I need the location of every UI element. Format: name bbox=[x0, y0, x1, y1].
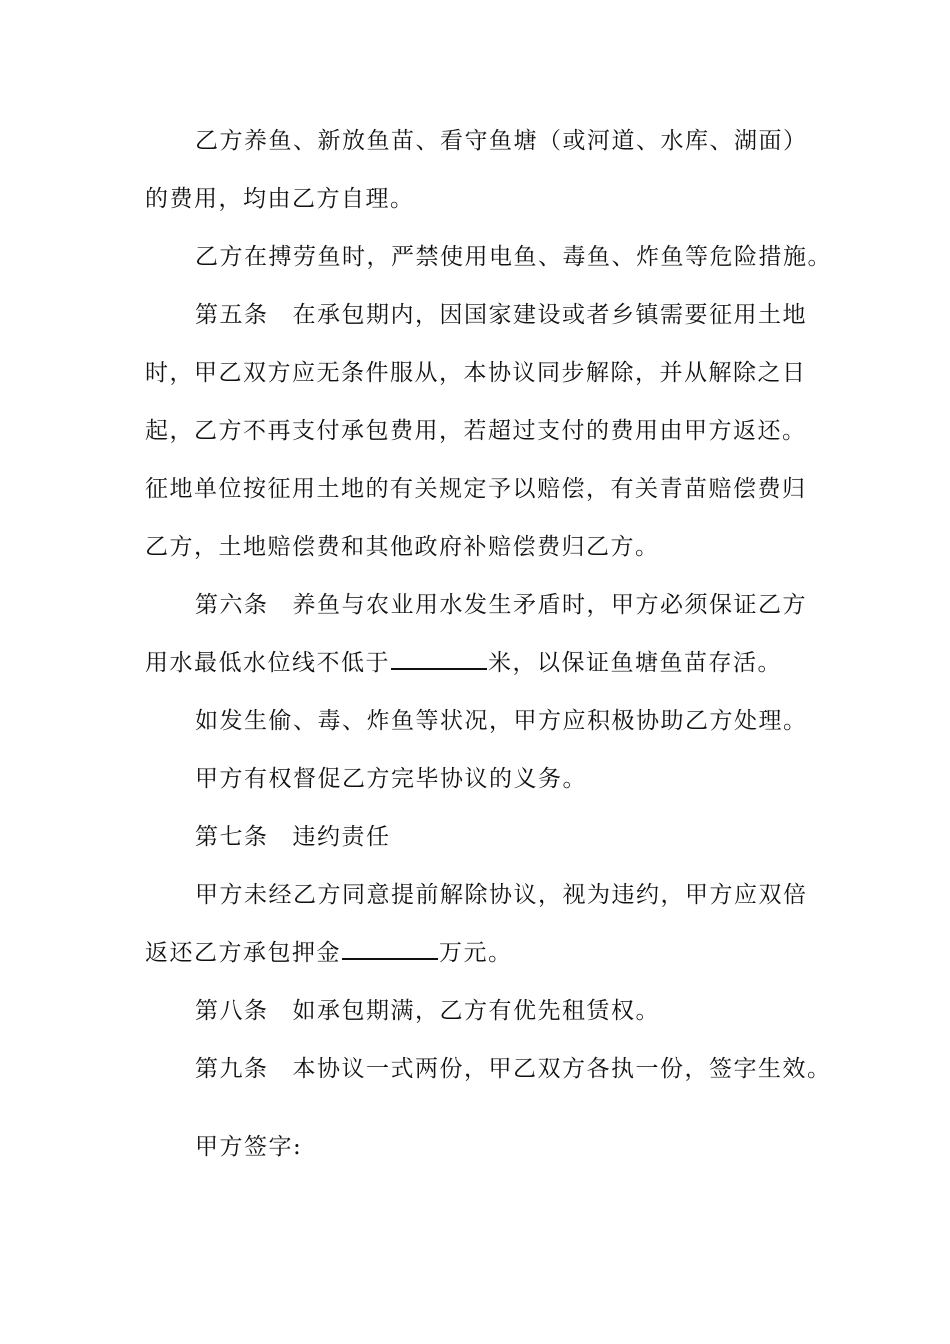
article-text: 养鱼与农业用水发生矛盾时，甲方必须保证乙方 bbox=[292, 592, 807, 618]
contract-page bbox=[145, 112, 832, 1176]
paragraph-line: 乙方在搏劳鱼时，严禁使用电鱼、毒鱼、炸鱼等危险措施。 bbox=[195, 244, 832, 270]
text-before-blank: 用水最低水位线不低于 bbox=[145, 650, 390, 676]
article-five bbox=[145, 286, 810, 344]
text-after-blank: 万元。 bbox=[439, 940, 513, 966]
paragraph-line: 征地单位按征用土地的有关规定予以赔偿，有关青苗赔偿费归 bbox=[145, 476, 807, 502]
paragraph-line bbox=[145, 924, 810, 982]
paragraph-line: 乙方养鱼、新放鱼苗、看守鱼塘（或河道、水库、湖面） bbox=[195, 128, 808, 154]
article-seven bbox=[145, 808, 810, 866]
article-eight bbox=[145, 982, 810, 1040]
water-level-blank bbox=[391, 648, 487, 670]
article-number: 第八条 bbox=[195, 998, 269, 1024]
paragraph-line: 时，甲乙双方应无条件服从，本协议同步解除，并从解除之日 bbox=[145, 360, 807, 386]
article-number: 第六条 bbox=[195, 592, 269, 618]
paragraph-line: 的费用，均由乙方自理。 bbox=[145, 186, 415, 212]
article-text: 如承包期满，乙方有优先租赁权。 bbox=[292, 998, 660, 1024]
text-after-blank: 米，以保证鱼塘鱼苗存活。 bbox=[488, 650, 782, 676]
article-number: 第九条 bbox=[195, 1056, 269, 1082]
article-number: 第七条 bbox=[195, 824, 269, 850]
article-text: 在承包期内，因国家建设或者乡镇需要征用土地 bbox=[292, 302, 807, 328]
article-number: 第五条 bbox=[195, 302, 269, 328]
article-text: 违约责任 bbox=[292, 824, 391, 850]
deposit-amount-blank bbox=[342, 938, 438, 960]
text-before-blank: 返还乙方承包押金 bbox=[145, 940, 341, 966]
article-six bbox=[145, 576, 810, 634]
paragraph-line: 甲方未经乙方同意提前解除协议，视为违约，甲方应双倍 bbox=[195, 882, 808, 908]
party-a-signature-label: 甲方签字: bbox=[195, 1134, 303, 1160]
paragraph-line: 甲方有权督促乙方完毕协议的义务。 bbox=[195, 766, 587, 792]
paragraph-line: 如发生偷、毒、炸鱼等状况，甲方应积极协助乙方处理。 bbox=[195, 708, 808, 734]
paragraph-line: 乙方，土地赔偿费和其他政府补赔偿费归乙方。 bbox=[145, 534, 660, 560]
article-nine bbox=[145, 1040, 832, 1098]
paragraph-line bbox=[145, 634, 810, 692]
article-text: 本协议一式两份，甲乙双方各执一份，签字生效。 bbox=[292, 1056, 832, 1082]
paragraph-line: 起，乙方不再支付承包费用，若超过支付的费用由甲方返还。 bbox=[145, 418, 807, 444]
